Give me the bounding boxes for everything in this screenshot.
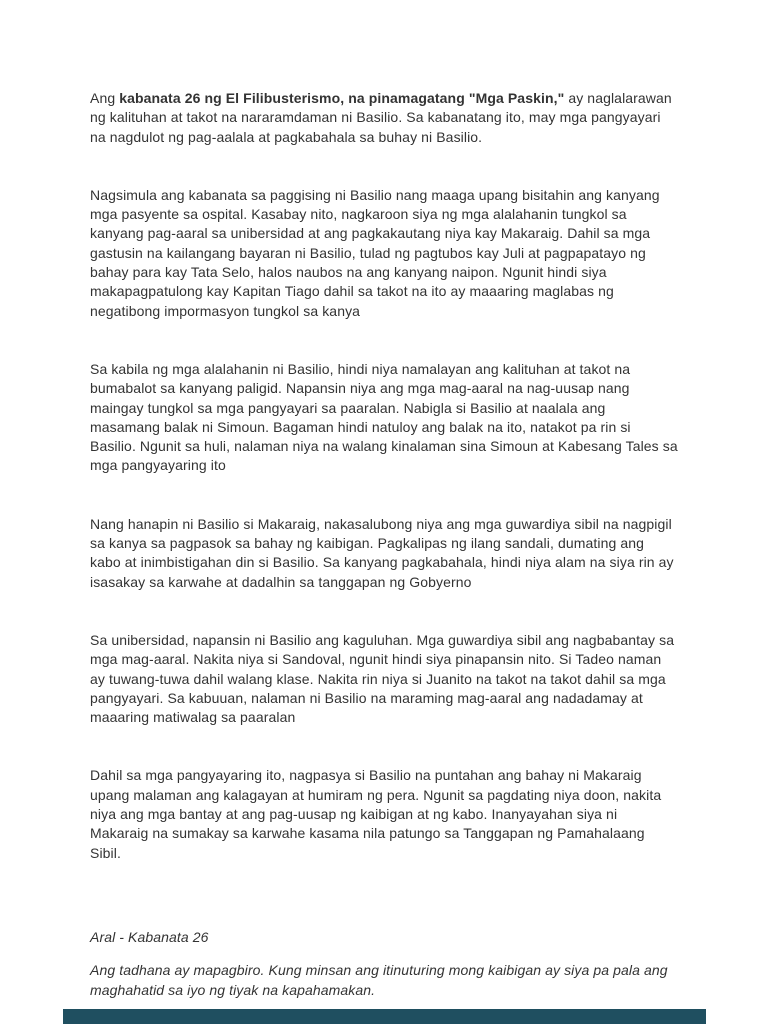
paragraph-decision: Dahil sa mga pangyayaring ito, nagpasya si Basilio na puntahan ang bahay ni Makaraig upang malaman ang kalagayan at humiram ng pera. Ngunit sa pagdating niya doon, nakita niya ang mga bantay at ang pag-uusap ng kaibigan at ng kabo. Inanyayahan siya ni Makaraig na sumakay sa karwahe kasama nila patungo sa Tanggapan ng Pamahalaang Sibil. [90,767,662,861]
aral-section-body: Ang tadhana ay mapagbiro. Kung minsan ang itinuturing mong kaibigan ay siya pa pala ang maghahatid sa iyo ng tiyak na kapahamakan. [90,962,668,998]
intro-suffix: ay naglalarawan ng kalituhan at takot na nararamdaman ni Basilio. Sa kabanatang ito, may mga pangyayari na nagdulot ng pag-aalala at pagkabahala sa buhay ni Basilio. [90,90,672,145]
document-text-block [90,89,678,1000]
chapter-title-bold: kabanata 26 ng El Filibusterismo, na pinamagatang "Mga Paskin," [119,90,565,106]
paragraph-university: Sa unibersidad, napansin ni Basilio ang kaguluhan. Mga guwardiya sibil ang nagbabantay sa mga mag-aaral. Nakita niya si Sandoval, ngunit hindi siya pinapansin nito. Si Tadeo naman ay tuwang-tuwa dahil walang klase. Nakita rin niya si Juanito na takot na takot dahil sa mga pangyayari. Sa kabuuan, nalaman ni Basilio na maraming mag-aaral ang nadadamay at maaaring matiwalag sa paaralan [90,631,675,726]
intro-paragraph [90,89,678,147]
paragraph-guards: Nang hanapin ni Basilio si Makaraig, nakasalubong niya ang mga guwardiya sibil na nagpigil sa kanya sa pagpasok sa bahay ng kaibigan. Pagkalipas ng ilang sandali, dumating ang kabo at inimbistigahan din si Basilio. Sa kanyang pagkabahala, hindi niya alam na siya rin ay isasakay sa karwahe at dadalhin sa tanggapan ng Gobyerno [90,515,674,590]
paragraph-awakening: Nagsimula ang kabanata sa paggising ni Basilio nang maaga upang bisitahin ang kanyang mga pasyente sa ospital. Kasabay nito, nagkaroon siya ng mga alalahanin tungkol sa kanyang pag-aaral sa unibersidad at ang pagkakautang niya kay Makaraig. Dahil sa mga gastusin na kailangang bayaran ni Basilio, tulad ng pagtubos kay Juli at pagpapatayo ng bahay para kay Tata Selo, halos naubos na ang kanyang naipon. Ngunit hindi siya makapagpatulong kay Kapitan Tiago dahil sa takot na ito ay maaaring maglabas ng negatibong impormasyon tungkol sa kanya [90,186,660,319]
aral-section-heading: Aral - Kabanata 26 [90,928,209,945]
viewer-page-gap-strip [63,1009,706,1024]
paragraph-worries: Sa kabila ng mga alalahanin ni Basilio, hindi niya namalayan ang kalituhan at takot na bumabalot sa kanyang paligid. Napansin niya ang mga mag-aaral na nag-uusap nang maingay tungkol sa mga pangyayari sa paaralan. Nabigla si Basilio at naalala ang masamang balak ni Simoun. Bagaman hindi natuloy ang balak na ito, natakot pa rin si Basilio. Ngunit sa huli, nalaman niya na walang kinalaman sina Simoun at Kabesang Tales sa mga pangyayaring ito [90,360,678,474]
intro-prefix: Ang [90,90,120,106]
